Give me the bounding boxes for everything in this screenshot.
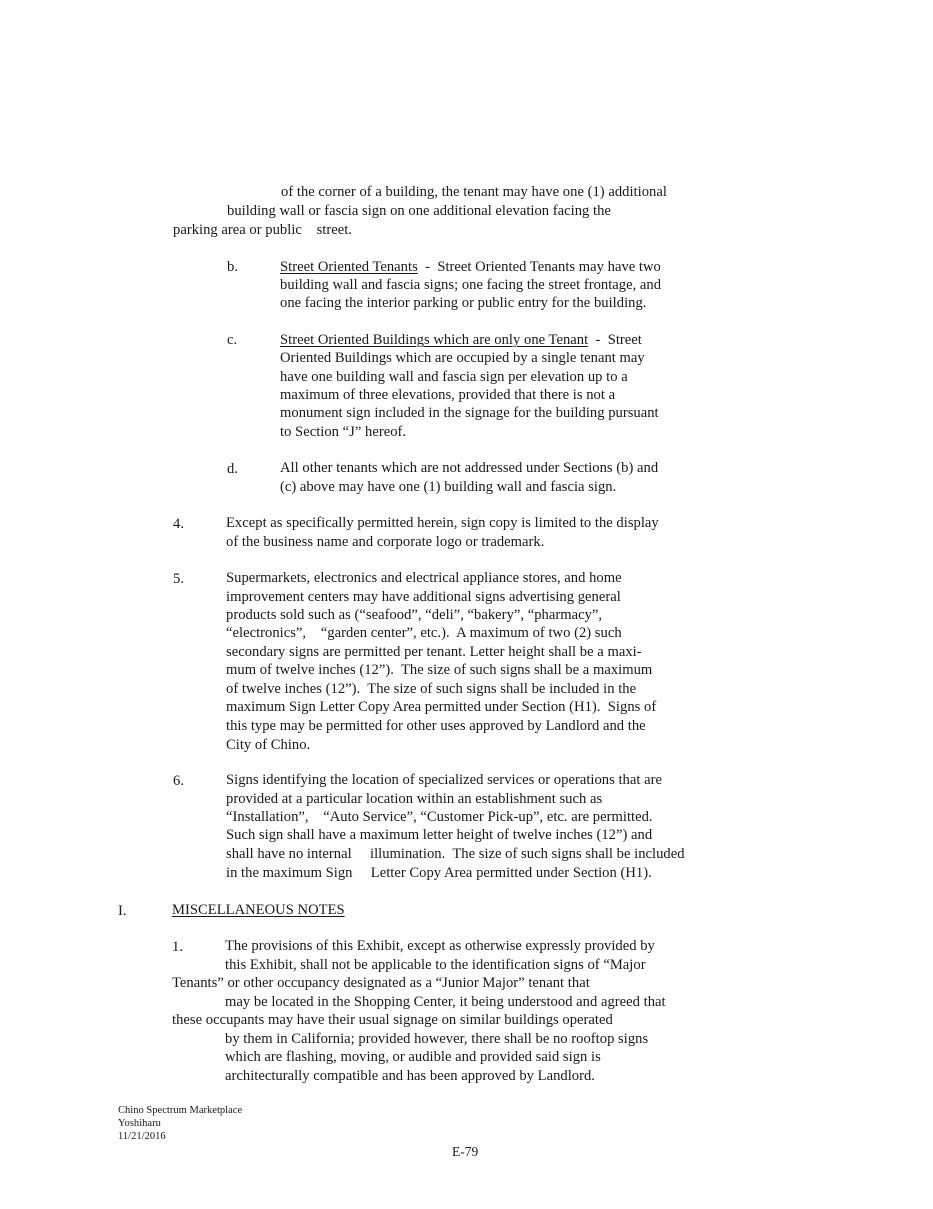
section-heading: MISCELLANEOUS NOTES <box>172 902 345 918</box>
text-line: Except as specifically permitted herein, sign copy is limited to the display <box>226 515 659 531</box>
text-line: “electronics”, “garden center”, etc.). A maximum of two (2) such <box>226 625 622 641</box>
text-line: Supermarkets, electronics and electrical appliance stores, and home <box>226 570 622 586</box>
text-span: - Street Oriented Tenants may have two <box>417 259 661 275</box>
text-line: may be located in the Shopping Center, it being understood and agreed that <box>225 994 666 1010</box>
list-marker: 1. <box>172 939 183 955</box>
text-line: improvement centers may have additional signs advertising general <box>226 589 621 605</box>
text-line: building wall or fascia sign on one additional elevation facing the <box>227 203 611 219</box>
page-number: E-79 <box>452 1144 479 1159</box>
text-line: in the maximum Sign Letter Copy Area permitted under Section (H1). <box>226 865 652 881</box>
text-line: of the business name and corporate logo or trademark. <box>226 534 545 550</box>
text-line: one facing the interior parking or public entry for the building. <box>280 295 647 311</box>
text-line: of the corner of a building, the tenant may have one (1) additional <box>281 184 667 200</box>
subitem-title: Street Oriented Tenants <box>280 259 418 275</box>
section-marker: I. <box>118 903 127 919</box>
text-line: to Section “J” hereof. <box>280 424 407 440</box>
list-marker: d. <box>227 461 238 477</box>
text-line: mum of twelve inches (12”). The size of such signs shall be a maximum <box>226 662 653 678</box>
text-line: “Installation”, “Auto Service”, “Customer Pick-up”, etc. are permitted. <box>226 809 653 825</box>
text-span: - Street <box>588 332 642 348</box>
text-line: monument sign included in the signage for the building pursuant <box>280 405 659 421</box>
text-line: building wall and fascia signs; one facing the street frontage, and <box>280 277 662 293</box>
text-line: (c) above may have one (1) building wall and fascia sign. <box>280 479 617 495</box>
text-line: parking area or public street. <box>173 222 352 238</box>
list-marker: 6. <box>173 773 184 789</box>
list-marker: b. <box>227 259 238 275</box>
subitem-title: Street Oriented Buildings which are only one Tenant <box>280 332 589 348</box>
text-line: City of Chino. <box>226 737 311 753</box>
text-line: Such sign shall have a maximum letter height of twelve inches (12”) and <box>226 827 653 843</box>
text-line: All other tenants which are not addressed under Sections (b) and <box>280 460 659 476</box>
text-line: these occupants may have their usual signage on similar buildings operated <box>172 1012 613 1028</box>
text-line <box>280 331 642 349</box>
text-line: this Exhibit, shall not be applicable to the identification signs of “Major <box>225 957 646 973</box>
text-line: Tenants” or other occupancy designated as a “Junior Major” tenant that <box>172 975 590 991</box>
list-marker: c. <box>227 332 238 348</box>
text-line: secondary signs are permitted per tenant. Letter height shall be a maxi- <box>226 644 642 660</box>
text-line: maximum Sign Letter Copy Area permitted under Section (H1). Signs of <box>226 699 657 715</box>
text-line: architecturally compatible and has been approved by Landlord. <box>225 1068 595 1084</box>
text-line: of twelve inches (12”). The size of such signs shall be included in the <box>226 681 637 697</box>
footer-project: Chino Spectrum Marketplace <box>118 1105 243 1116</box>
text-line: Oriented Buildings which are occupied by a single tenant may <box>280 350 645 366</box>
text-line: provided at a particular location within an establishment such as <box>226 791 603 807</box>
text-line: shall have no internal illumination. The size of such signs shall be included <box>226 846 685 862</box>
footer-name: Yoshiharu <box>118 1118 161 1129</box>
text-line: The provisions of this Exhibit, except as otherwise expressly provided by <box>225 938 655 954</box>
text-line: products sold such as (“seafood”, “deli”, “bakery”, “pharmacy”, <box>226 607 603 623</box>
text-line: maximum of three elevations, provided that there is not a <box>280 387 616 403</box>
text-line: Signs identifying the location of specialized services or operations that are <box>226 772 662 788</box>
list-marker: 4. <box>173 516 184 532</box>
text-line: have one building wall and fascia sign per elevation up to a <box>280 369 628 385</box>
text-line: which are flashing, moving, or audible and provided said sign is <box>225 1049 601 1065</box>
text-line: this type may be permitted for other uses approved by Landlord and the <box>226 718 646 734</box>
list-marker: 5. <box>173 571 184 587</box>
text-line: by them in California; provided however, there shall be no rooftop signs <box>225 1031 649 1047</box>
footer-date: 11/21/2016 <box>118 1131 166 1142</box>
text-line <box>280 258 661 276</box>
